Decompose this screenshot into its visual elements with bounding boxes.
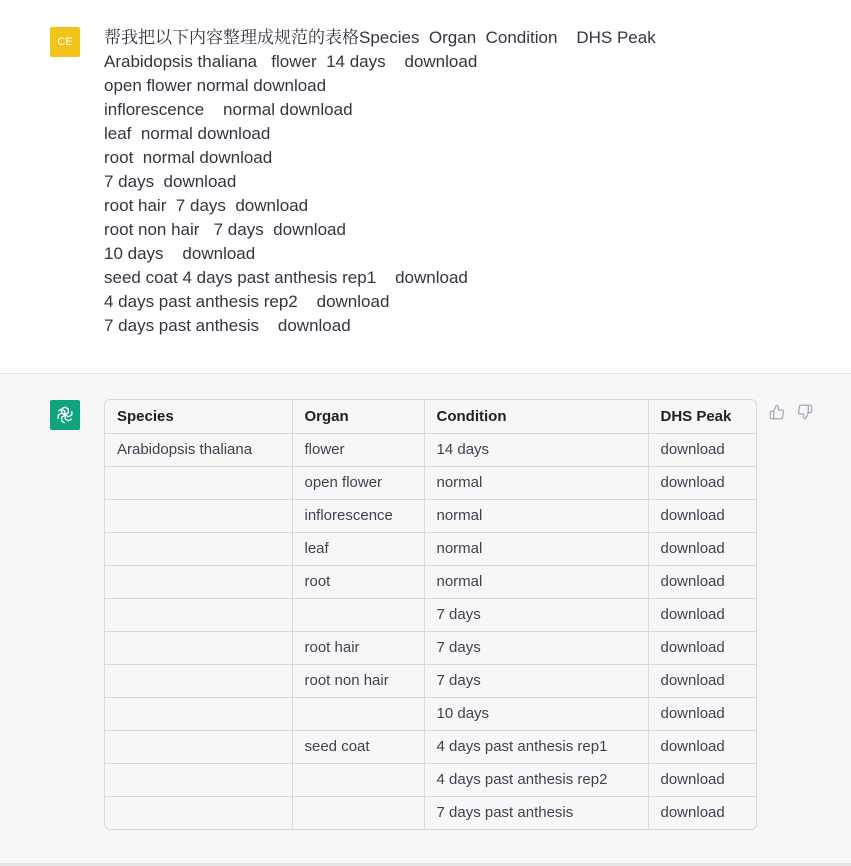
header-condition: Condition [424, 400, 648, 433]
species-cell [105, 532, 292, 565]
dhs-peak-cell: download [648, 466, 757, 499]
header-species: Species [105, 400, 292, 433]
header-dhs-peak: DHS Peak [648, 400, 757, 433]
table-row [105, 532, 757, 565]
organ-cell: flower [292, 433, 424, 466]
dhs-peak-cell: download [648, 730, 757, 763]
organ-cell: seed coat [292, 730, 424, 763]
species-cell [105, 499, 292, 532]
organ-cell: root [292, 565, 424, 598]
condition-cell: 7 days [424, 664, 648, 697]
condition-cell: 14 days [424, 433, 648, 466]
table-row [105, 565, 757, 598]
species-cell [105, 466, 292, 499]
condition-cell: normal [424, 466, 648, 499]
species-cell [105, 796, 292, 829]
user-message [0, 0, 851, 374]
thumbs-down-icon[interactable] [795, 402, 815, 422]
table-row [105, 433, 757, 466]
table-row [105, 499, 757, 532]
dhs-peak-cell: download [648, 631, 757, 664]
condition-cell: normal [424, 532, 648, 565]
dhs-peak-cell: download [648, 532, 757, 565]
condition-cell: normal [424, 565, 648, 598]
user-message-line: Arabidopsis thaliana flower 14 days download [104, 52, 478, 71]
dhs-peak-cell: download [648, 433, 757, 466]
species-cell [105, 730, 292, 763]
organ-cell [292, 697, 424, 730]
user-avatar: CE [50, 27, 80, 57]
species-cell [105, 565, 292, 598]
table-row [105, 631, 757, 664]
dhs-peak-cell: download [648, 763, 757, 796]
table-row [105, 796, 757, 829]
dhs-peak-cell: download [660, 804, 725, 822]
condition-cell: 7 days [424, 631, 648, 664]
user-message-line: 7 days past anthesis download [104, 316, 351, 335]
organ-cell: inflorescence [292, 499, 424, 532]
condition-cell: normal [424, 499, 648, 532]
user-message-line: leaf normal download [104, 124, 271, 143]
organ-cell: leaf [292, 532, 424, 565]
dhs-peak-cell: download [648, 565, 757, 598]
organ-cell: open flower [292, 466, 424, 499]
user-message-line: open flower normal download [104, 76, 327, 95]
user-message-line: 帮我把以下内容整理成规范的表格Species Organ Condition DHS Peak [104, 28, 656, 47]
user-message-line: 10 days download [104, 244, 256, 263]
table-row [105, 763, 757, 796]
dhs-peak-cell: download [648, 664, 757, 697]
user-message-line: 4 days past anthesis rep2 download [104, 292, 390, 311]
species-cell [105, 664, 292, 697]
organ-cell: root non hair [292, 664, 424, 697]
species-cell [105, 598, 292, 631]
species-cell [105, 763, 292, 796]
user-message-line: inflorescence normal download [104, 100, 353, 119]
assistant-message [0, 374, 851, 866]
table-row [105, 664, 757, 697]
organ-cell: root hair [292, 631, 424, 664]
header-organ: Organ [292, 400, 424, 433]
table-row [105, 730, 757, 763]
table-row [105, 697, 757, 730]
species-cell [105, 631, 292, 664]
condition-cell: 7 days [424, 598, 648, 631]
dhs-peak-cell: download [648, 598, 757, 631]
organ-cell [292, 796, 424, 829]
result-table [104, 399, 757, 830]
dhs-peak-cell: download [648, 697, 757, 730]
condition-cell: 4 days past anthesis rep1 [424, 730, 648, 763]
species-cell [105, 697, 292, 730]
openai-logo-icon [50, 400, 80, 430]
organ-cell [292, 598, 424, 631]
condition-cell: 10 days [424, 697, 648, 730]
user-message-line: seed coat 4 days past anthesis rep1 download [104, 268, 468, 287]
condition-cell: 4 days past anthesis rep2 [424, 763, 648, 796]
dhs-peak-cell: download [648, 499, 757, 532]
table-row [105, 466, 757, 499]
condition-cell: 7 days past anthesis [424, 796, 648, 829]
user-message-line: 7 days download [104, 172, 237, 191]
user-message-line: root normal download [104, 148, 273, 167]
user-message-line: root hair 7 days download [104, 196, 309, 215]
table-row [105, 598, 757, 631]
table-header-row [105, 400, 757, 433]
thumbs-up-icon[interactable] [767, 402, 787, 422]
organ-cell [292, 763, 424, 796]
user-message-text [104, 26, 824, 338]
user-message-line: root non hair 7 days download [104, 220, 346, 239]
species-cell: Arabidopsis thaliana [105, 433, 292, 466]
